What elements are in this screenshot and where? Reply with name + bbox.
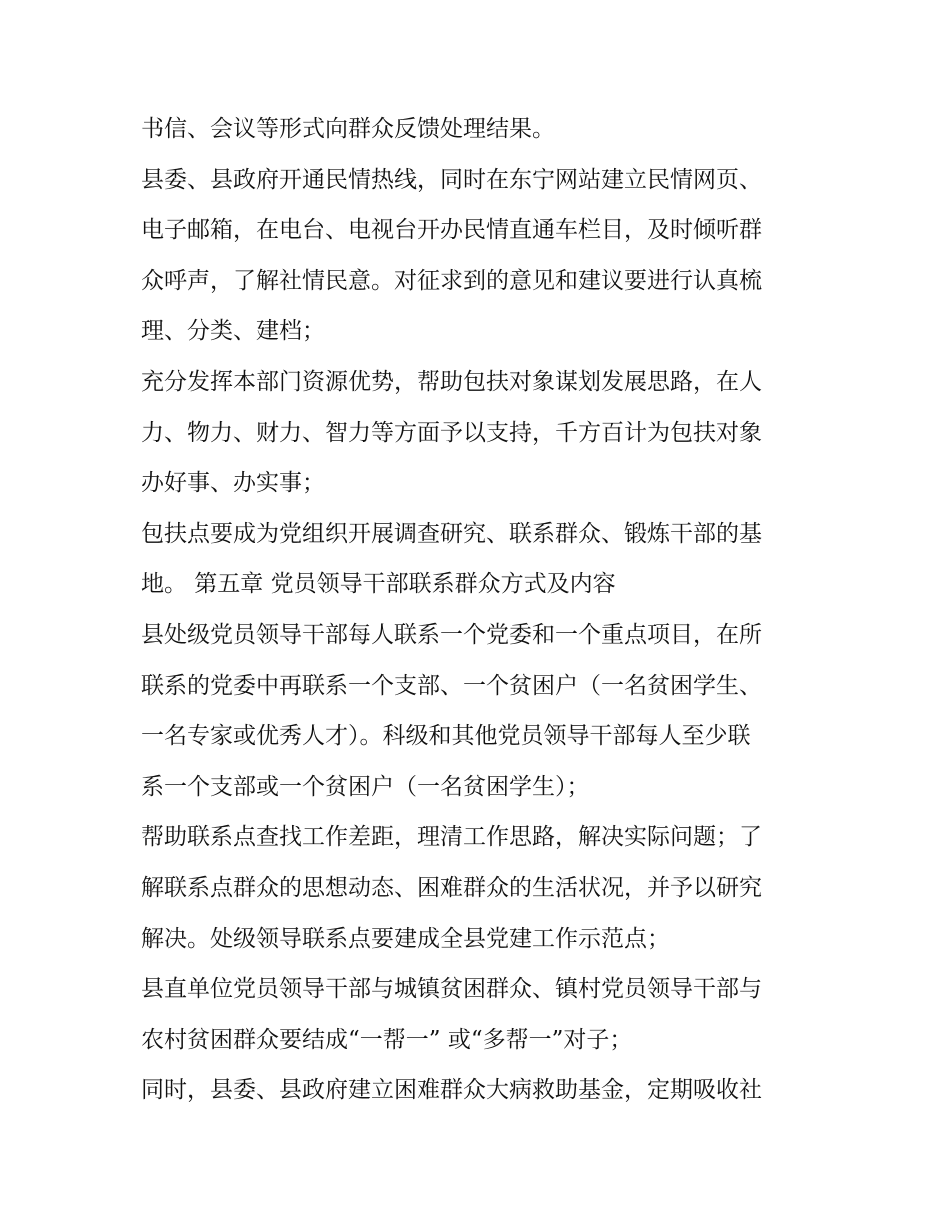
- text-line: 解联系点群众的思想动态、困难群众的生活状况，并予以研究: [141, 874, 762, 901]
- text-line: 一名专家或优秀人才）。科级和其他党员领导干部每人至少联: [141, 723, 751, 750]
- text-line: 众呼声，了解社情民意。对征求到的意见和建议要进行认真梳: [141, 267, 762, 294]
- text-line: 办好事、办实事；: [141, 470, 325, 497]
- text-line: 联系的党委中再联系一个支部、一个贫困户（一名贫困学生、: [141, 672, 762, 699]
- text-line: 电子邮箱，在电台、电视台开办民情直通车栏目，及时倾听群: [141, 217, 762, 244]
- text-line: 书信、会议等形式向群众反馈处理结果。: [141, 116, 555, 142]
- text-line: 帮助联系点查找工作差距，理清工作思路，解决实际问题；了: [141, 824, 762, 851]
- text-line: 地。 第五章 党员领导干部联系群众方式及内容: [141, 571, 616, 598]
- text-line: 理、分类、建档；: [141, 318, 325, 345]
- text-line: 解决。处级领导联系点要建成全县党建工作示范点；: [141, 925, 670, 952]
- text-line: 系一个支部或一个贫困户（一名贫困学生）；: [141, 773, 590, 800]
- text-line: 包扶点要成为党组织开展调查研究、联系群众、锻炼干部的基: [141, 520, 762, 547]
- text-line: 农村贫困群众要结成“一帮一” 或“多帮一”对子；: [141, 1026, 633, 1053]
- text-line: 力、物力、财力、智力等方面予以支持，千方百计为包扶对象: [141, 419, 762, 446]
- text-line: 县委、县政府开通民情热线，同时在东宁网站建立民情网页、: [141, 166, 762, 193]
- text-line: 县直单位党员领导干部与城镇贫困群众、镇村党员领导干部与: [141, 976, 762, 1003]
- text-line: 充分发挥本部门资源优势，帮助包扶对象谋划发展思路，在人: [141, 368, 762, 395]
- text-line: 县处级党员领导干部每人联系一个党委和一个重点项目，在所: [141, 621, 762, 648]
- text-line: 同时，县委、县政府建立困难群众大病救助基金，定期吸收社: [141, 1077, 762, 1104]
- document-body: [141, 104, 813, 1116]
